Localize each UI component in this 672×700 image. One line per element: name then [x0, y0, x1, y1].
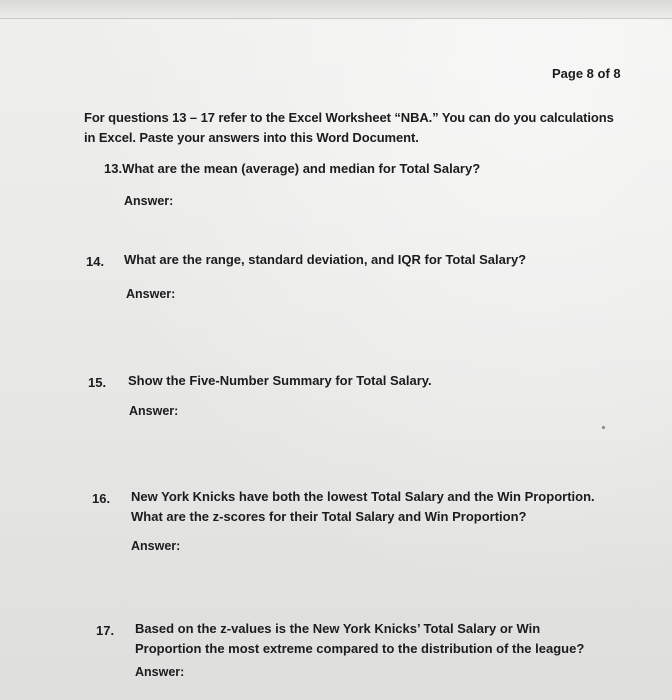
instructions-paragraph: For questions 13 – 17 refer to the Excel Worksheet “NBA.” You can do you calculations in Excel. Paste your answers into this Word Document.: [84, 110, 614, 145]
question-16-text: New York Knicks have both the lowest Total Salary and the Win Proportion. What are the z-scores for their Total Salary and Win Proportion?: [131, 489, 595, 524]
question-17-text: Based on the z-values is the New York Knicks’ Total Salary or Win Proportion the most extreme compared to the distribution of the league?: [135, 621, 585, 656]
page-number: Page 8 of 8: [552, 66, 621, 81]
question-13-answer-label: Answer:: [124, 194, 174, 208]
paper-speck: [602, 426, 605, 429]
question-17-number: 17.: [96, 623, 115, 638]
question-13-number: 13.: [104, 161, 123, 176]
question-16-answer-label: Answer:: [131, 539, 181, 553]
question-14-text: What are the range, standard deviation, and IQR for Total Salary?: [124, 252, 527, 267]
question-14-answer-label: Answer:: [126, 287, 176, 301]
page-top-edge: [0, 0, 672, 19]
question-17-answer-label: Answer:: [135, 665, 185, 679]
question-15-number: 15.: [88, 375, 107, 390]
question-15-answer-label: Answer:: [129, 404, 179, 418]
question-15-text: Show the Five-Number Summary for Total Salary.: [128, 373, 432, 388]
question-13-text: What are the mean (average) and median for Total Salary?: [122, 161, 481, 176]
question-13: [104, 161, 480, 176]
question-16-number: 16.: [92, 491, 111, 506]
question-14-number: 14.: [86, 254, 105, 269]
